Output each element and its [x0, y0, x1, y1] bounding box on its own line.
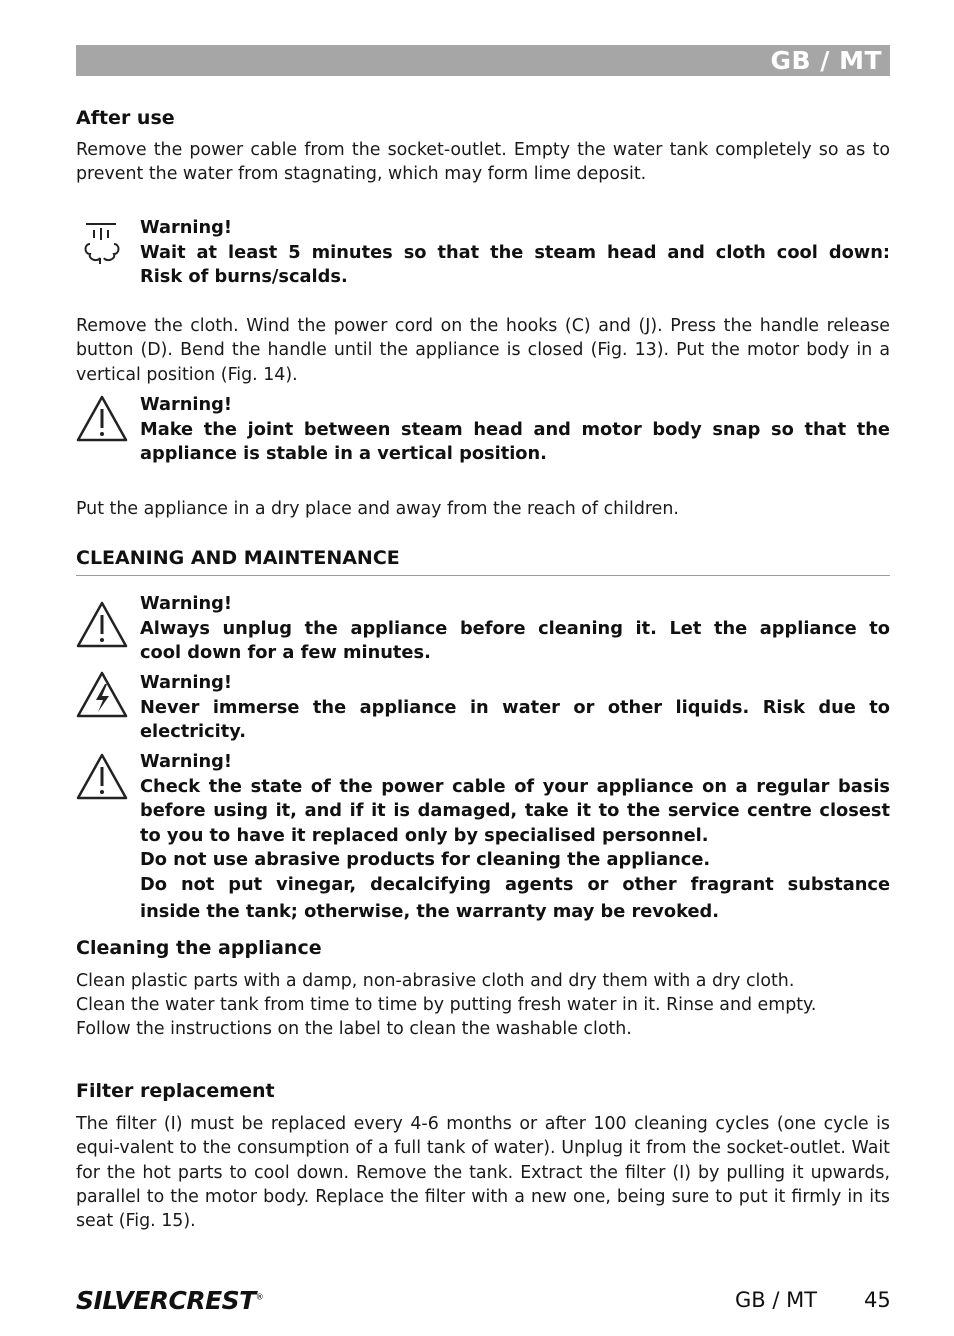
- warning-title: Warning!: [140, 751, 232, 772]
- warning-triangle-icon: [76, 600, 128, 648]
- page-number: 45: [864, 1288, 891, 1312]
- header-bar: [76, 45, 890, 76]
- warning-text: Check the state of the power cable of your appliance on a regular basis: [140, 775, 890, 797]
- trademark: ®: [255, 1292, 264, 1302]
- warning-title: Warning!: [140, 217, 232, 238]
- warning-text: electricity.: [140, 721, 246, 742]
- warning-text: Do not put vinegar, decalcifying agents or other fragrant substance: [140, 873, 890, 895]
- brand-logo: [76, 1286, 263, 1315]
- after-use-heading: After use: [76, 107, 175, 129]
- warning-title: Warning!: [140, 672, 232, 693]
- footer-language: GB / MT: [735, 1288, 818, 1312]
- warning-hot-surface: [140, 216, 890, 290]
- after-use-paragraph-2: Remove the cloth. Wind the power cord on the hooks (C) and (J). Press the handle release button (D). Bend the handle until the appliance is closed (Fig. 13). Put the motor body in a vertical position (Fig. 14).: [76, 316, 890, 385]
- warning-text: cool down for a few minutes.: [140, 642, 431, 663]
- warning-text: Never immerse the appliance in water or other liquids. Risk due to: [140, 696, 890, 718]
- warning-text: Do not use abrasive products for cleaning the appliance.: [140, 849, 711, 870]
- brand-name: SILVERCREST: [76, 1286, 256, 1315]
- warning-text: Wait at least 5 minutes so that the steam head and cloth cool down:: [140, 241, 890, 263]
- warning-text: appliance is stable in a vertical position.: [140, 443, 547, 464]
- warning-text: to you to have it replaced only by specialised personnel.: [140, 824, 709, 846]
- warning-joint-snap: [140, 393, 890, 467]
- hot-surface-icon: [76, 220, 128, 268]
- warning-text: Risk of burns/scalds.: [140, 266, 348, 287]
- cleaning-appliance-line-3: Follow the instructions on the label to clean the washable cloth.: [76, 1019, 632, 1039]
- electric-shock-icon: [76, 670, 128, 718]
- warning-title: Warning!: [140, 593, 232, 614]
- after-use-paragraph-1: Remove the power cable from the socket-outlet. Empty the water tank completely so as to prevent the water from stagnating, which may form lime deposit.: [76, 140, 890, 185]
- warning-text: before using it, and if it is damaged, take it to the service centre closest: [140, 800, 890, 821]
- filter-paragraph: The filter (I) must be replaced every 4-6 months or after 100 cleaning cycles (one cycle is equi-valent to the consumption of a full tank of water). Unplug it from the socket-outlet. Wait for the hot parts to cool down. Remove the tank. Extract the filter (I) by pulling it upwards, parallel to the motor body. Replace the filter with a new one, being sure to put it firmly in its seat (Fig. 15).: [76, 1114, 890, 1232]
- warning-unplug: [140, 592, 890, 666]
- warning-triangle-icon: [76, 752, 128, 800]
- after-use-paragraph-3: Put the appliance in a dry place and away from the reach of children.: [76, 499, 679, 519]
- cleaning-appliance-line-1: Clean plastic parts with a damp, non-abrasive cloth and dry them with a dry cloth.: [76, 971, 795, 991]
- cleaning-appliance-line-2: Clean the water tank from time to time by putting fresh water in it. Rinse and empty.: [76, 995, 817, 1015]
- warning-triangle-icon: [76, 394, 128, 442]
- cleaning-heading: CLEANING AND MAINTENANCE: [76, 547, 400, 569]
- section-divider: [76, 575, 890, 576]
- warning-immerse: [140, 671, 890, 745]
- warning-text: Always unplug the appliance before cleaning it. Let the appliance to: [140, 617, 890, 639]
- filter-heading: Filter replacement: [76, 1080, 275, 1102]
- warning-power-cable: [140, 750, 890, 925]
- warning-text: inside the tank; otherwise, the warranty may be revoked.: [140, 901, 719, 922]
- warning-title: Warning!: [140, 394, 232, 415]
- header-title: GB / MT: [770, 46, 882, 75]
- warning-text: Make the joint between steam head and motor body snap so that the: [140, 418, 890, 440]
- cleaning-appliance-heading: Cleaning the appliance: [76, 937, 322, 959]
